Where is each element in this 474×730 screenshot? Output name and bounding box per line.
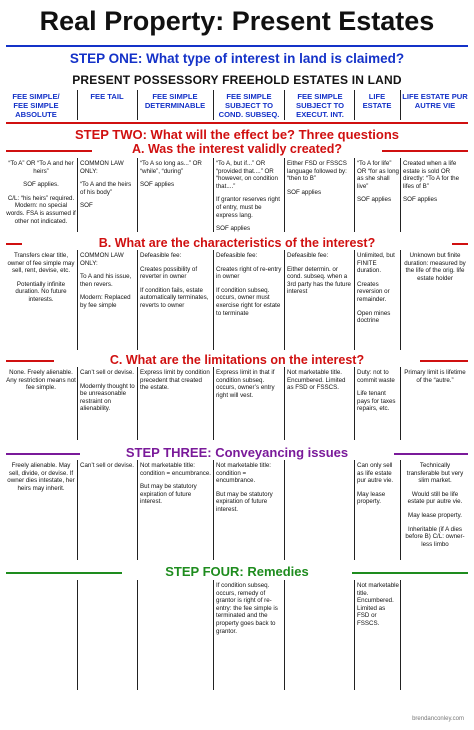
cell-text: Unknown but finite duration: measured by the life of the orig. life estate holder [404, 252, 466, 282]
cell-text: Open mines doctrine [357, 309, 391, 325]
section-b-heading: B. What are the characteristics of the interest? [22, 236, 452, 250]
cell-text: If condition fails, estate automatically terminates, reverts to owner [140, 286, 209, 309]
cell-text: Can only sell as life estate pur autre vie. [357, 462, 394, 485]
cell-text: “To A for life” OR “for as long as she shall live” [357, 160, 399, 190]
col-divider [137, 90, 138, 120]
cell-text: Defeasible fee: [216, 252, 258, 259]
cell-text: Creates reversion or remainder. [357, 280, 390, 303]
estates-subtitle: PRESENT POSSESSORY FREEHOLD ESTATES IN LAND [72, 73, 402, 87]
cell-text: Freely alienable. May sell, divide, or devise. If owner dies intestate, her heirs may inherit. [7, 462, 75, 492]
cell-c-2 [140, 369, 212, 398]
cell-text: Creates right of re-entry in owner [216, 265, 282, 281]
cell-text: Duty: not to commit waste [357, 369, 395, 384]
col-divider [137, 580, 138, 690]
cell-text: To A and his issue, then revers. [80, 273, 132, 288]
cell-text: Can’t sell or devise. [80, 369, 134, 376]
step-one-heading: STEP ONE: What type of interest in land is claimed? [69, 51, 405, 66]
cell-b-1 [80, 252, 136, 316]
cell-text: “To A and the heirs of his body” [80, 181, 132, 196]
section-a-heading: A. Was the interest validly created? [92, 142, 382, 156]
cell-b-4 [287, 252, 353, 302]
cell-text: COMMON LAW ONLY: [80, 160, 124, 175]
col-divider [400, 460, 401, 560]
col-divider [213, 460, 214, 560]
col-header-fsd: FEE SIMPLE DETERMINABLE [144, 92, 206, 110]
col-divider [400, 580, 401, 690]
cell-text: Not marketable title: condition = encumbrance. [140, 462, 212, 477]
cell-c-1 [80, 369, 136, 419]
section-c-heading: C. What are the limitations on the interest? [54, 353, 420, 367]
page-title: Real Property: Present Estates [39, 6, 435, 36]
cell-text: C/L: “his heirs” required. Modern: no special words. FSA is assumed if other not indicated. [6, 194, 76, 225]
cell-text: COMMON LAW ONLY: [80, 252, 124, 267]
cell-text: SOF applies [357, 196, 392, 204]
col-divider [354, 367, 355, 440]
cell-text: Either determin. or cond. subseq. when a 3rd party has the future interest [287, 265, 351, 296]
cell-a-2 [140, 160, 212, 195]
col-divider [77, 90, 78, 120]
col-divider [77, 580, 78, 690]
col-divider [284, 90, 285, 120]
cell-four-3 [216, 582, 282, 641]
cell-text: Not marketable title. Encumbered. Limited as FSD or FSSCS. [287, 369, 346, 392]
col-divider [354, 580, 355, 690]
cell-text: Potentially infinite duration. No future interests. [15, 280, 67, 303]
cell-c-0 [6, 369, 76, 398]
cell-a-4 [287, 160, 353, 202]
col-header-fee-simple: FEE SIMPLE/ FEE SIMPLE ABSOLUTE [12, 92, 60, 119]
col-divider [284, 158, 285, 232]
cell-a-0 [6, 160, 76, 231]
cell-three-1 [80, 462, 136, 476]
cell-text: Either FSD or FSSCS language followed by: “then to B” [287, 160, 347, 183]
col-divider [213, 367, 214, 440]
col-header-life-estate: LIFE ESTATE [362, 92, 392, 110]
cell-text: SOF applies [403, 196, 438, 204]
step-two-rule [6, 122, 468, 124]
cell-text: SOF applies. [23, 181, 59, 189]
cell-text: Defeasible fee: [140, 252, 182, 259]
col-header-fsscs: FEE SIMPLE SUBJECT TO COND. SUBSEQ. [218, 92, 280, 119]
cell-text: Life tenant pays for taxes repairs, etc. [357, 390, 396, 413]
cell-three-2 [140, 462, 212, 512]
cell-text: Not marketable title. Encumbered. Limited as FSD or FSSCS. [357, 582, 399, 627]
cell-text: Technically transferable but very slim market. [406, 462, 464, 485]
cell-c-3 [216, 369, 282, 405]
cell-b-0 [6, 252, 76, 310]
cell-text: SOF applies [216, 225, 251, 233]
col-divider [284, 580, 285, 690]
col-divider [77, 367, 78, 440]
cell-b-6 [403, 252, 467, 288]
cell-a-1 [80, 160, 136, 216]
cell-text: Not marketable title: condition = encumbrance. [216, 462, 272, 485]
col-divider [213, 158, 214, 232]
cell-b-3 [216, 252, 282, 323]
cell-text: SOF applies [140, 181, 175, 189]
cell-text: But may be statutory expiration of future interest. [140, 483, 197, 506]
cell-text: Creates possibility of reverter in owner [140, 265, 198, 281]
cell-text: Can’t sell or devise. [80, 462, 134, 469]
col-header-fssei: FEE SIMPLE SUBJECT TO EXECUT. INT. [296, 92, 344, 119]
col-header-fee-tail: FEE TAIL [90, 92, 124, 101]
col-divider [137, 158, 138, 232]
step-four-heading: STEP FOUR: Remedies [122, 564, 352, 579]
col-divider [137, 367, 138, 440]
cell-text: SOF [80, 202, 93, 210]
cell-b-5 [357, 252, 399, 331]
cell-text: Unlimited, but FINITE duration. [357, 252, 395, 275]
col-divider [137, 250, 138, 350]
cell-three-0 [6, 462, 76, 498]
col-divider [77, 250, 78, 350]
col-divider [213, 90, 214, 120]
cell-text: Modern: Replaced by fee simple [80, 294, 131, 309]
col-header-pur-autre-vie: LIFE ESTATE PUR AUTRE VIE [402, 92, 468, 110]
cell-a-5 [357, 160, 399, 210]
col-divider [400, 158, 401, 232]
col-divider [284, 250, 285, 350]
cell-text: Primary limit is lifetime of the “autre.” [404, 369, 466, 384]
cell-three-3 [216, 462, 282, 520]
col-divider [354, 158, 355, 232]
cell-text: If condition subseq. occurs, remedy of grantor is right of re-entry: the fee simple is terminated and the property goes back to grantor. [216, 582, 278, 635]
cell-text: Created when a life estate is sold OR directly: “To A for the lifes of B” [403, 160, 460, 190]
col-divider [213, 580, 214, 690]
col-divider [400, 90, 401, 120]
cell-text: Defeasible fee: [287, 252, 329, 259]
cell-a-3 [216, 160, 282, 239]
cell-text: Modernly thought to be unreasonable restraint on alienability. [80, 382, 135, 413]
site-credit: brendanconley.com [412, 716, 464, 722]
col-divider [354, 90, 355, 120]
cell-text: May lease property. [357, 490, 386, 506]
col-divider [213, 250, 214, 350]
cell-c-4 [287, 369, 353, 398]
cell-c-5 [357, 369, 399, 419]
col-divider [137, 460, 138, 560]
col-divider [284, 460, 285, 560]
cell-text: “To A so long as...” OR “while”, “during” [140, 160, 202, 175]
col-divider [77, 460, 78, 560]
col-divider [77, 158, 78, 232]
col-divider [354, 460, 355, 560]
step-two-heading: STEP TWO: What will the effect be? Three questions [74, 127, 400, 142]
cell-three-6 [403, 462, 467, 554]
cell-text: But may be statutory expiration of future interest. [216, 490, 273, 513]
cell-text: If grantor reserves right of entry, must be express lang. [216, 196, 280, 219]
cell-text: SOF applies [287, 188, 322, 196]
cell-text: Express limit in that if condition subseq. occurs, owner’s entry right will vest. [216, 369, 275, 399]
cell-a-6 [403, 160, 467, 210]
cell-text: None. Freely alienable. Any restriction means not fee simple. [6, 369, 76, 392]
cell-text: Transfers clear title, owner of fee simple may sell, rent, devise, etc. [7, 252, 75, 275]
cell-text: Would still be life estate pur autre vie. [407, 490, 463, 506]
cell-text: Inheritable (if A dies before B) C/L: owner-less limbo [405, 525, 465, 548]
cell-three-5 [357, 462, 399, 512]
cell-text: May lease property. [408, 511, 462, 519]
col-divider [400, 250, 401, 350]
col-divider [400, 367, 401, 440]
cell-text: If condition subseq. occurs, owner must exercise right for estate to terminate [216, 286, 281, 317]
step-three-heading: STEP THREE: Conveyancing issues [80, 445, 394, 460]
cell-text: Express limit by condition precedent that created the estate. [140, 369, 210, 392]
cell-text: “To A” OR “To A and her heirs” [8, 160, 74, 175]
cell-four-5 [357, 582, 399, 634]
col-divider [284, 367, 285, 440]
col-divider [354, 250, 355, 350]
cell-c-6 [403, 369, 467, 390]
cell-text: “To A, but if...” OR “provided that....” OR “however, on condition that....” [216, 160, 278, 190]
title-divider [6, 45, 468, 47]
cell-b-2 [140, 252, 212, 316]
